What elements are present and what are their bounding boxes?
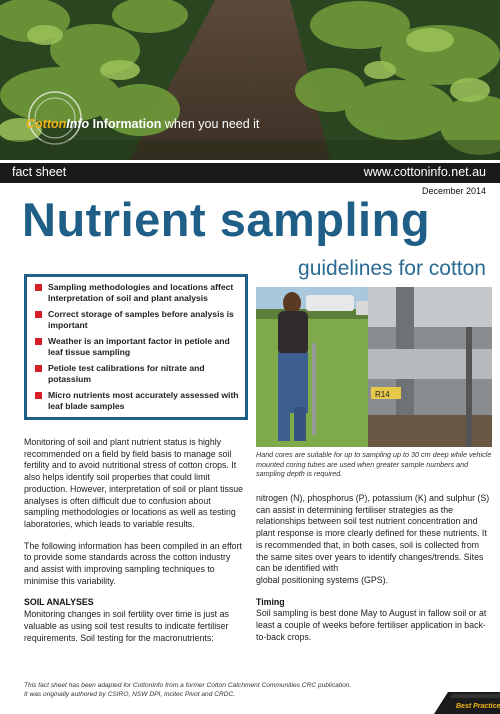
best-practice-badge: [434, 692, 500, 714]
cotton-field-illustration: [0, 0, 500, 160]
key-points-box: [24, 274, 248, 420]
attribution-line-2: It was originally authored by CSIRO, NSW DPI, Incitec Pivot and CRDC.: [24, 691, 236, 698]
sampling-photo: [256, 287, 492, 447]
list-item: Correct storage of samples before analysis is important: [35, 309, 239, 331]
website-link[interactable]: www.cottoninfo.net.au: [363, 165, 486, 179]
tagline-rest: when you need it: [161, 117, 260, 131]
list-item: Sampling methodologies and locations affect Interpretation of soil and plant analysis: [35, 282, 239, 304]
publication-date: December 2014: [421, 186, 486, 196]
timing-paragraph: Soil sampling is best done May to August in fallow soil or at least a couple of weeks before fertiliser application in back-to-back crops.: [256, 608, 487, 642]
attribution-note: [24, 681, 464, 699]
number-plate: R14: [375, 390, 390, 399]
fact-sheet-bar: [0, 163, 500, 183]
hero-photo: [0, 0, 500, 160]
bullet-square-icon: [35, 365, 42, 372]
macronutrients-paragraph: nitrogen (N), phosphorus (P), potassium (K) and sulphur (S) can assist in determining fertiliser strategies as the relationships between soil test nutrient concentration and plant response is more clearly defined for these nutrients. It is recommended that, in both cases, soil is collected from the same sites over years to identify changes/trends. Sites can be identified with: [256, 493, 490, 574]
brand-tagline: [26, 117, 259, 131]
fact-sheet-label: fact sheet: [12, 165, 67, 179]
bullet-square-icon: [35, 392, 42, 399]
soil-sampling-illustration: [256, 287, 492, 447]
purpose-paragraph: The following information has been compiled in an effort to provide some standards across the cotton industry and assist with improving sampling techniques to minimise this variability.: [24, 540, 242, 586]
brand-logo-cotton: Cotton: [26, 117, 67, 131]
badge-label: Best Practice: [456, 703, 500, 710]
bullet-square-icon: [35, 284, 42, 291]
body-column-left: [24, 437, 246, 654]
section-heading-timing: Timing: [256, 596, 285, 607]
soil-analyses-paragraph: Monitoring changes in soil fertility over time is just as valuable as using soil test results to indicate fertiliser requirements. Soil testing for the macronutrients:: [24, 609, 229, 643]
list-item: Petiole test calibrations for nitrate and potassium: [35, 363, 239, 385]
page-title: Nutrient sampling: [22, 193, 431, 246]
bullet-square-icon: [35, 338, 42, 345]
intro-paragraph: Monitoring of soil and plant nutrient status is highly recommended on a field by field basis to manage soil fertility and to avoid nutritional stress of cotton crops. It also helps identify soil properties that could limit production. However, interpretation of soil or plant tissue analyses is often difficult due to confusion about sampling methodologies or locations as well as testing laboratories, which leads to variable results.: [24, 437, 244, 529]
list-item: Micro nutrients most accurately assessed with leaf blade samples: [35, 390, 239, 412]
tagline-bold: Information: [92, 117, 162, 131]
section-heading-soil-analyses: SOIL ANALYSES: [24, 597, 94, 608]
page-subtitle: guidelines for cotton: [298, 257, 486, 280]
bullet-square-icon: [35, 311, 42, 318]
attribution-line-1: This fact sheet has been adapted for CottonInfo from a former Cotton Catchment Communities CRC publication.: [24, 682, 352, 689]
gps-line: global positioning systems (GPS).: [256, 574, 389, 585]
body-column-right: [256, 493, 492, 653]
photo-caption: Hand cores are suitable for up to sampling up to 30 cm deep while vehicle mounted coring tubes are used when greater sample numbers and sampling depth is required.: [256, 450, 492, 479]
list-item: Weather is an important factor in petiole and leaf tissue sampling: [35, 336, 239, 358]
brand-logo-info: Info: [66, 117, 90, 131]
key-points-list: [27, 277, 245, 412]
